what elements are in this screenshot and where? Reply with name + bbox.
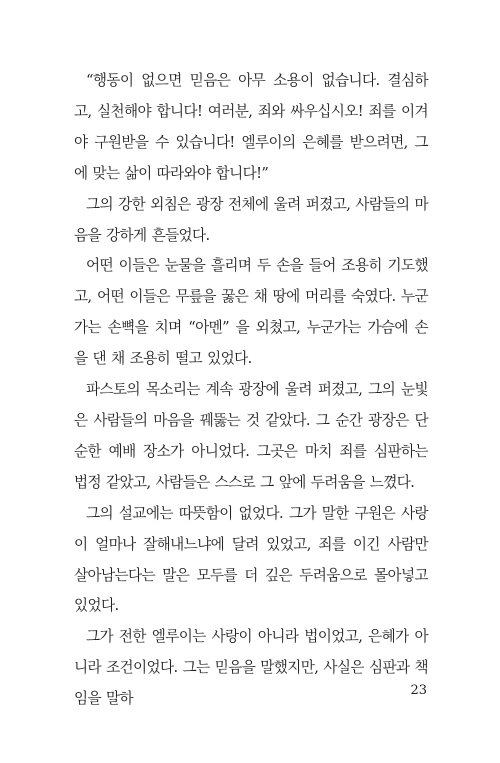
paragraph-6: 그가 전한 엘루이는 사랑이 아니라 법이었고, 은혜가 아니라 조건이었다. 그는 믿음을 말했지만, 사실은 심판과 책임을 말하: [74, 628, 428, 708]
paragraph-2: 그의 강한 외침은 광장 전체에 울려 퍼졌고, 사람들의 마음을 강하게 흔들었다.: [74, 195, 428, 244]
page-number: 23: [410, 683, 427, 698]
paragraph-4: 파스토의 목소리는 계속 광장에 울려 퍼졌고, 그의 눈빛은 사람들의 마음을 꿰뚫는 것 같았다. 그 순간 광장은 단순한 예배 장소가 아니었다. 그곳은 마치 죄를 심판하는 법정 같았고, 사람들은 스스로 그 앞에 두려움을 느꼈다.: [74, 381, 428, 491]
paragraph-5: 그의 설교에는 따뜻함이 없었다. 그가 말한 구원은 사랑이 얼마나 잘해내느냐에 달려 있었고, 죄를 이긴 사람만 살아남는다는 말은 모두를 더 깊은 두려움으로 몰아넣고 있었다.: [74, 504, 428, 615]
paragraph-3: 어떤 이들은 눈물을 흘리며 두 손을 들어 조용히 기도했고, 어떤 이들은 무릎을 꿇은 채 땅에 머리를 숙였다. 누군가는 손뼉을 치며 “아멘” 을 외쳤고, 누군가는 가슴에 손을 댄 채 조용히 떨고 있었다.: [74, 257, 428, 368]
body-text: [74, 66, 428, 715]
paragraph-1: “행동이 없으면 믿음은 아무 소용이 없습니다. 결심하고, 실천해야 합니다! 여러분, 죄와 싸우십시오! 죄를 이겨야 구원받을 수 있습니다! 엘루이의 은혜를 받으려면, 그에 맞는 삶이 따라와야 합니다!”: [74, 72, 428, 182]
